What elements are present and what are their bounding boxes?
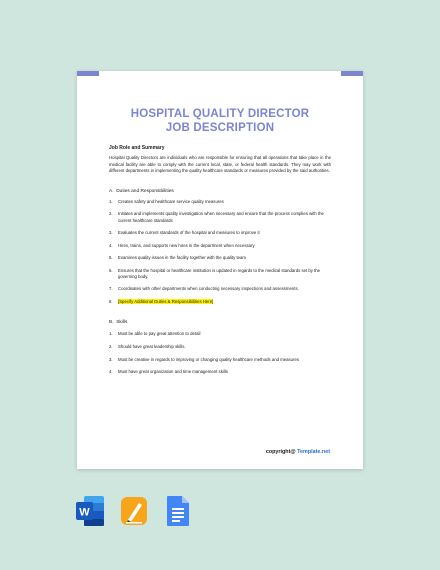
- list-item: [109, 268, 331, 281]
- list-item-text: Must be able to pay great attention to detail: [118, 331, 201, 337]
- list-item-number: 7.: [109, 286, 113, 292]
- list-item: [109, 299, 331, 305]
- list-item-text: [118, 299, 331, 305]
- list-item-number: 6.: [109, 267, 113, 273]
- list-item-text: Must be creative in regards to improving or changing quality healthcare methods and measures: [118, 356, 300, 362]
- list-item-number: 5.: [109, 255, 113, 261]
- list-item-number: 4.: [109, 242, 113, 248]
- list-item-number: 3.: [109, 230, 113, 236]
- list-item-text: Evaluates the current standards of the hospital and measures to improve it: [118, 230, 260, 236]
- list-item: [109, 199, 331, 205]
- google-docs-icon[interactable]: [163, 494, 193, 528]
- list-item: [109, 357, 331, 363]
- title-line-2: JOB DESCRIPTION: [165, 122, 275, 134]
- list-item-number: 2.: [109, 343, 113, 349]
- skills-heading: B. Skills: [109, 320, 128, 326]
- list-item-text: Examines quality issues in the facility together with the quality team: [118, 255, 247, 261]
- list-item-text: Should have great leadership skills.: [118, 343, 186, 349]
- word-icon[interactable]: [75, 494, 105, 528]
- list-item: [109, 255, 331, 261]
- copyright: [266, 449, 330, 455]
- list-item: [109, 369, 331, 375]
- list-item-text: Hires, trains, and supports new hires in the department when necessary: [118, 242, 255, 248]
- list-item-number: 1.: [109, 331, 113, 337]
- skills-list: [109, 331, 331, 376]
- list-item: [109, 286, 331, 292]
- list-item-text: Ensures that the hospital or healthcare institution is updated in regards to the medical standards set by the governing body.: [118, 267, 321, 279]
- role-heading: Job Role and Summary: [109, 145, 165, 151]
- list-item: [109, 344, 331, 350]
- list-item-number: 1.: [109, 198, 113, 204]
- list-item-text: Must have great organization and time management skills: [118, 369, 228, 375]
- list-item-number: 3.: [109, 356, 113, 362]
- summary-paragraph: Hospital Quality Directors are individuals who are responsible for ensuring that all operations that take place in the medical facility are able to comply with the current local, state, or federal health standards. They may work with different departments in implementing the quality healthcare standards or measures provided by the said authorities.: [109, 155, 331, 174]
- document-title: [77, 107, 363, 135]
- corner-tab-right: [341, 71, 363, 76]
- list-item-number: 2.: [109, 211, 113, 217]
- list-item-text: Coordinates with other departments when conducting necessary inspections and assessments.: [118, 286, 299, 292]
- list-item-text: Initiates and implements quality investigation when necessary and ensure that the process complies with the current healthcare standards: [118, 211, 324, 223]
- corner-tab-left: [77, 71, 99, 76]
- pages-icon[interactable]: [119, 494, 149, 528]
- list-item: [109, 243, 331, 249]
- copyright-prefix: copyright@: [265, 449, 298, 455]
- list-item: [109, 211, 331, 224]
- duties-heading: A. Duties and Responsibilities: [109, 188, 174, 194]
- list-item-number: 4.: [109, 369, 113, 375]
- list-item-text: Creates safety and healthcare service quality measures: [118, 198, 224, 204]
- list-item-number: 8.: [109, 298, 113, 304]
- duties-list: [109, 199, 331, 305]
- list-item: [109, 230, 331, 236]
- list-item: [109, 331, 331, 337]
- svg-text:W: W: [79, 506, 90, 519]
- placeholder-highlight: [Specify Additional Duties & Responsibilities Here]: [118, 298, 214, 304]
- document-page: [77, 71, 363, 469]
- title-line-1: HOSPITAL QUALITY DIRECTOR: [130, 108, 310, 120]
- app-icons: [75, 494, 193, 528]
- document-body: [109, 145, 331, 376]
- copyright-brand: Template.net: [297, 449, 330, 455]
